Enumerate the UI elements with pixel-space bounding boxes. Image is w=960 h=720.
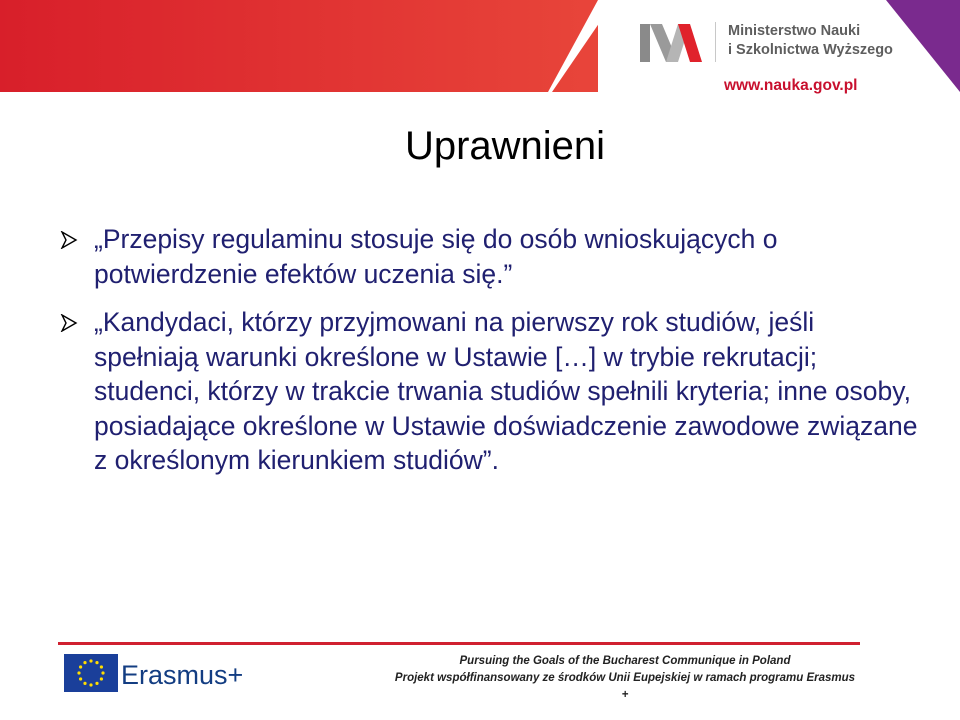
ministry-name [728,22,893,60]
arrow-bullet-icon [60,231,78,249]
ministry-name-line2: i Szkolnictwa Wyższego [728,42,893,58]
eu-flag-icon [64,654,118,692]
list-item [60,222,920,291]
arrow-bullet-icon [60,314,78,332]
footer-divider [58,642,860,645]
footer-caption [392,653,858,704]
site-url-link[interactable]: www.nauka.gov.pl [724,77,858,94]
bullet-list [60,222,920,492]
footer-caption-line2: Projekt współfinansowany ze środków Unii Eupejskiej w ramach programu Erasmus + [394,672,856,701]
bullet-text: „Kandydaci, którzy przyjmowani na pierwszy rok studiów, jeśli spełniają warunki określone w Ustawie […] w trybie rekrutacji; studenci, którzy w trakcie trwania studiów spełnili kryteria; inne osoby, posiadające określone w Ustawie doświadczenie zawodowe związane z określonym kierunkiem studiów”. [94,307,918,475]
list-item [60,305,920,478]
footer-caption-line1: Pursuing the Goals of the Bucharest Communique in Poland [459,655,791,667]
logo-divider [715,22,716,62]
erasmus-logo-text: Erasmus+ [121,660,244,690]
ministry-name-line1: Ministerstwo Nauki [728,23,861,39]
bullet-text: „Przepisy regulaminu stosuje się do osób wnioskujących o potwierdzenie efektów uczenia się.” [94,224,778,289]
slide-title: Uprawnieni [404,124,606,168]
